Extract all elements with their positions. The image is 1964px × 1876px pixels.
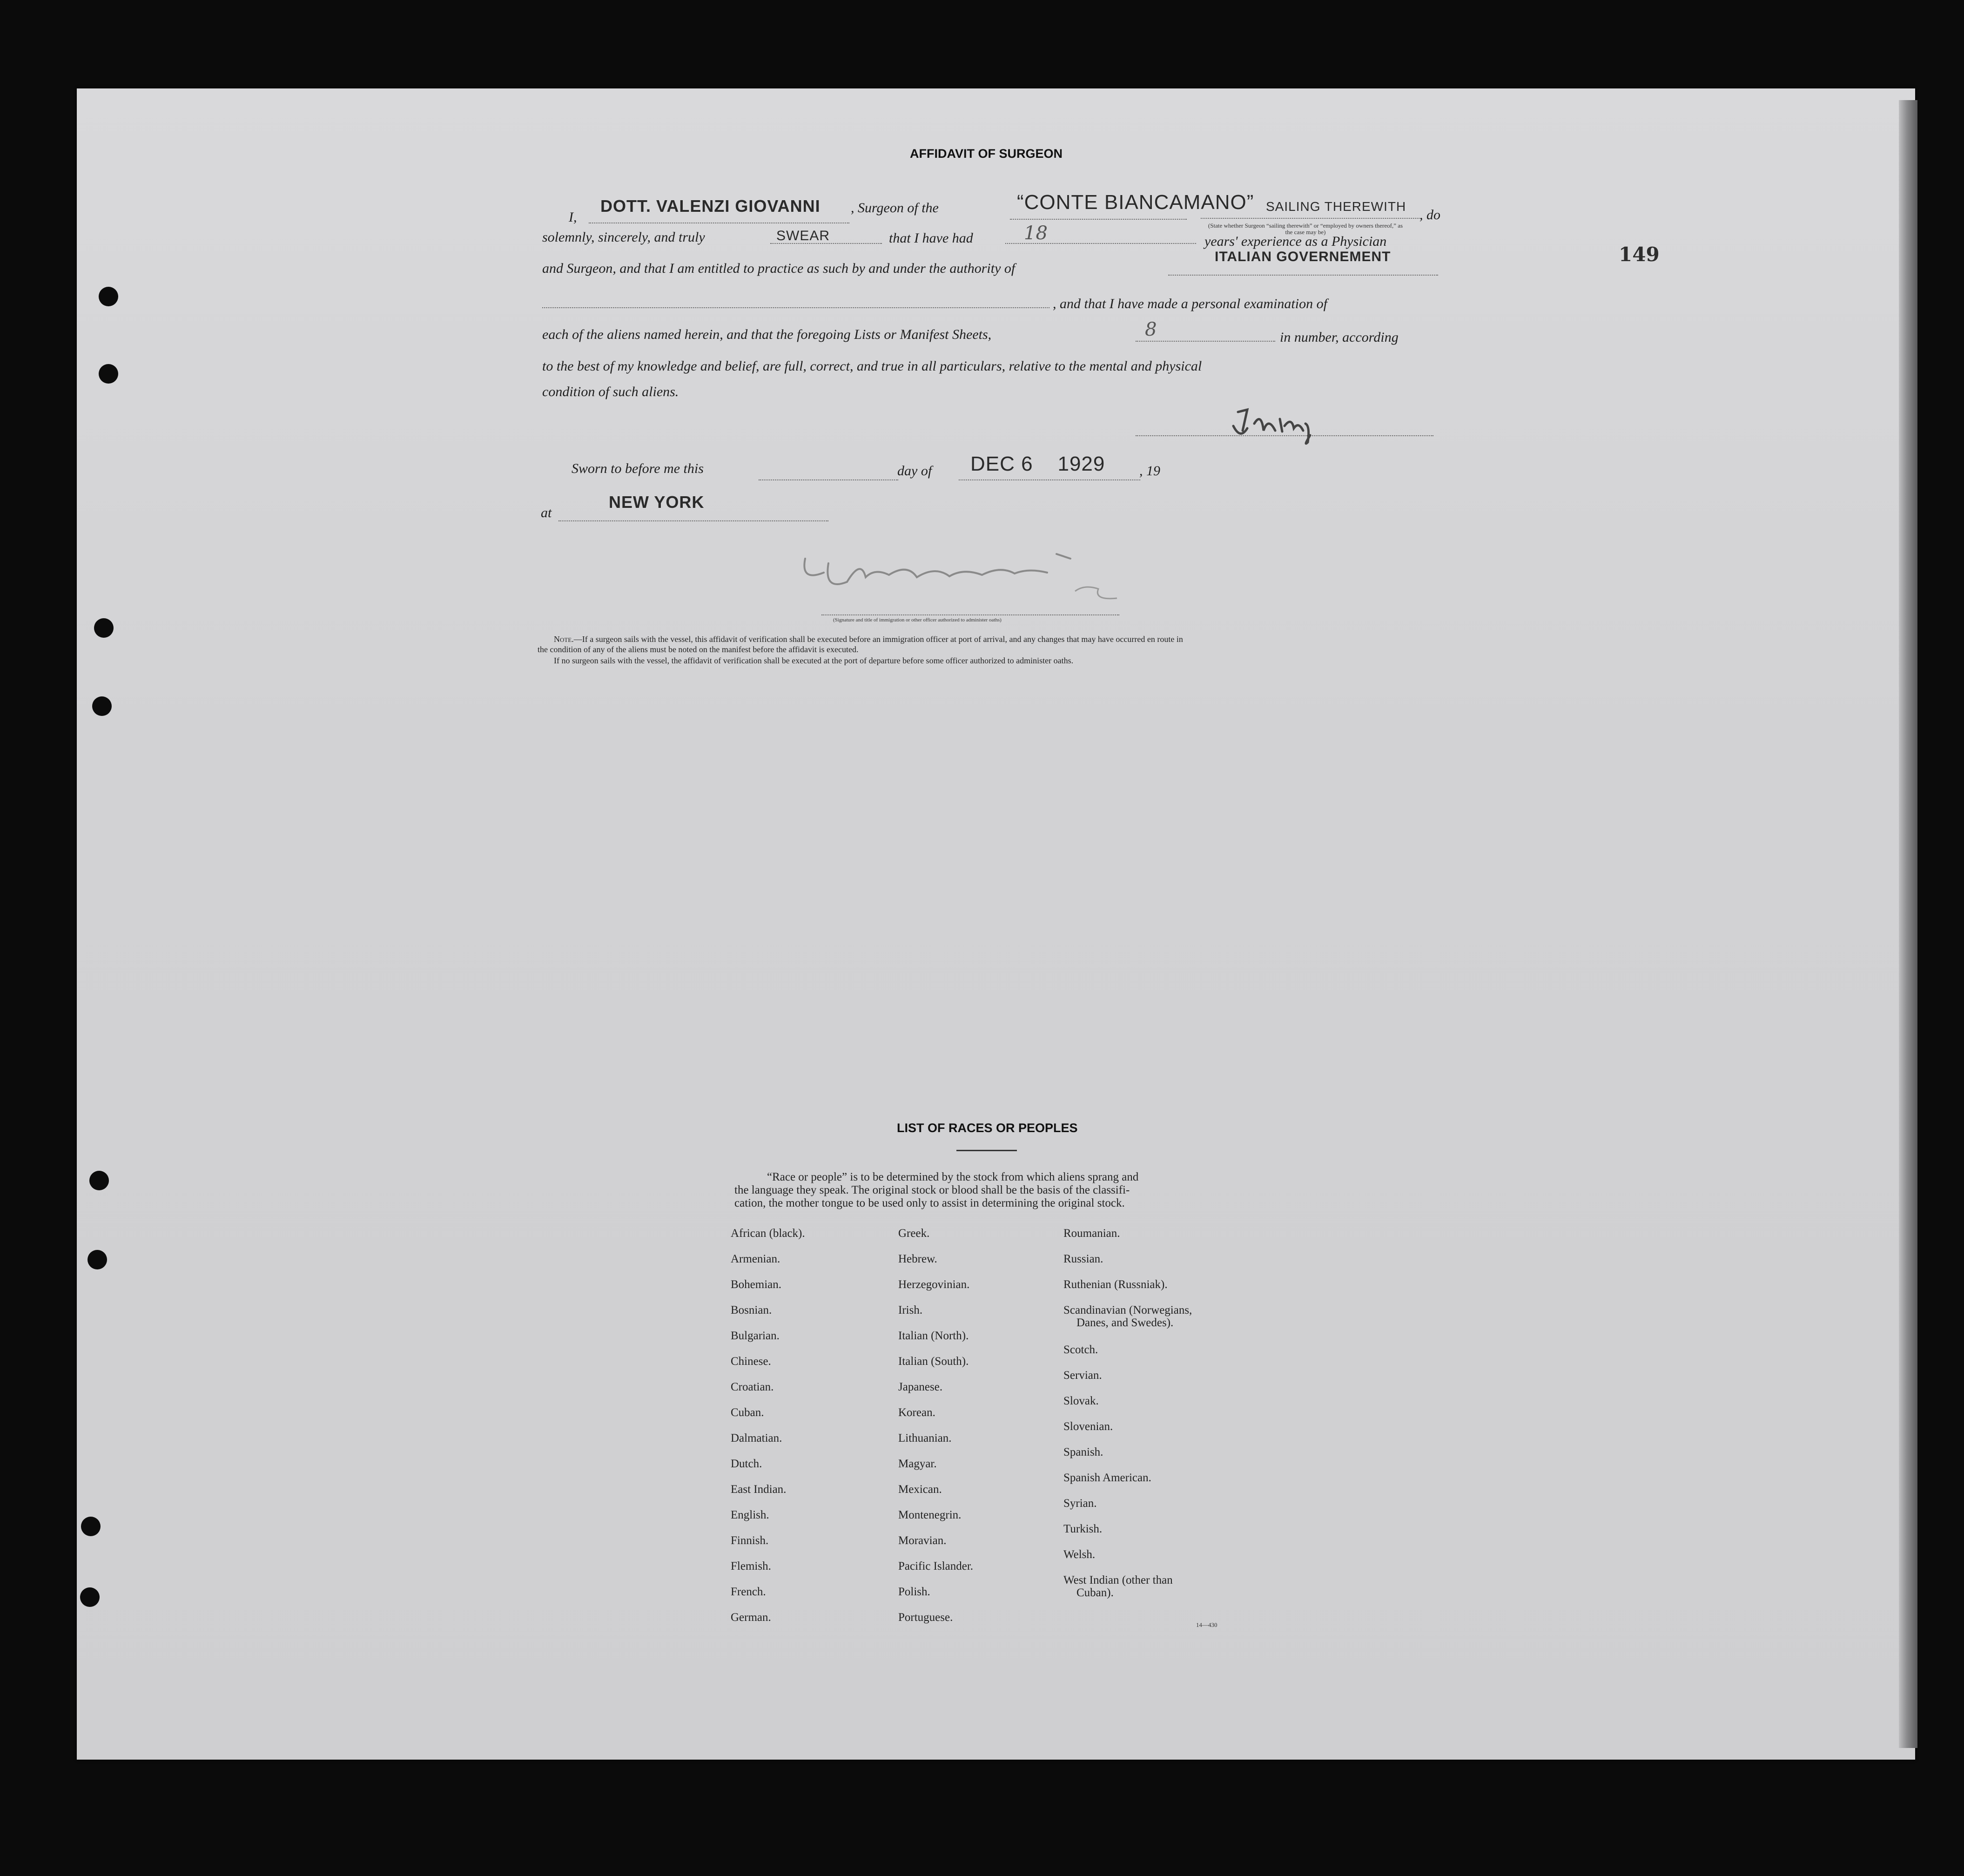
race-item: Mexican. [898,1483,942,1496]
line1-prefix: I, [569,209,577,225]
line4-text: , and that I have made a personal examination of [1053,296,1327,311]
race-item: Scotch. [1063,1343,1098,1356]
line2-mid: that I have had [889,230,973,246]
race-item: Pacific Islander. [898,1560,974,1572]
sailing-line [1201,218,1419,219]
sworn-date: DEC 6 1929 [970,452,1105,475]
authority-line-cont [542,307,1049,308]
race-item-scandinavian [1063,1303,1192,1343]
document-page [77,88,1915,1760]
race-item: Dutch. [731,1458,762,1470]
race-item: Syrian. [1063,1497,1097,1510]
ship-line [1010,219,1187,220]
note-label: Note. [554,634,574,644]
race-item: Ruthenian (Russniak). [1063,1278,1168,1291]
race-item: Italian (North). [898,1329,969,1342]
sworn-prefix: Sworn to before me this [572,461,704,476]
races-column-3 [1063,1227,1192,1606]
note-line1 [554,634,1183,644]
race-item: African (black). [731,1227,805,1240]
at-label: at [541,505,552,520]
sailing-status: SAILING THEREWITH [1266,199,1406,214]
affidavit-title: AFFIDAVIT OF SURGEON [910,147,1063,161]
note-text1: —If a surgeon sails with the vessel, this affidavit of verification shall be executed before an immigration officer at port of arrival, and any changes that may have occurred en route in [573,634,1183,644]
race-item: Magyar. [898,1458,937,1470]
races-intro-line3: cation, the mother tongue to be used only to assist in determining the original stock. [734,1197,1125,1209]
authority: ITALIAN GOVERNEMENT [1215,249,1391,264]
page-edge [1899,100,1917,1748]
surgeon-name: DOTT. VALENZI GIOVANNI [600,196,821,216]
note-line2: the condition of any of the aliens must be noted on the manifest before the affidavit is executed. [538,645,859,654]
line2-suffix: years' experience as a Physician [1204,234,1387,249]
punch-hole [81,1517,101,1536]
races-intro [734,1171,1138,1210]
sheets-line [1136,341,1275,342]
sworn-suffix: , 19 [1139,463,1160,479]
status-note: (State whether Surgeon “sailing therewith” or “employed by owners thereof,” as the case may be) [1208,222,1403,236]
punch-hole [99,364,118,384]
race-item: Italian (South). [898,1355,969,1368]
race-item: Japanese. [898,1381,943,1393]
race-item: Spanish American. [1063,1471,1151,1484]
oath: SWEAR [776,228,830,243]
line1-mid: , Surgeon of the [851,200,939,216]
race-item: Bohemian. [731,1278,782,1291]
race-item: Montenegrin. [898,1509,962,1521]
sworn-mid: day of [897,463,932,479]
race-item: Spanish. [1063,1446,1103,1458]
race-item: Servian. [1063,1369,1102,1382]
race-item: Cuban. [731,1406,764,1419]
race-item: Turkish. [1063,1523,1103,1535]
years: 18 [1024,223,1048,244]
scandinavian-line2: Danes, and Swedes). [1076,1316,1174,1329]
punch-hole [99,287,118,306]
sheets: 8 [1145,319,1157,340]
race-item: Bulgarian. [731,1329,780,1342]
race-item: Slovenian. [1063,1420,1113,1433]
race-item: Irish. [898,1304,923,1316]
race-item: Armenian. [731,1253,780,1265]
race-item: German. [731,1611,771,1624]
races-intro-line1: “Race or people” is to be determined by the stock from which aliens sprang and [767,1171,1139,1183]
sworn-date-line [959,479,1140,480]
race-item: Greek. [898,1227,930,1240]
authority-line [1168,275,1438,276]
races-intro-line2: the language they speak. The original stock or blood shall be the basis of the classifi- [734,1184,1130,1196]
ship-name: “CONTE BIANCAMANO” [1017,191,1254,214]
officer-signature [796,540,1131,614]
scandinavian-line1: Scandinavian (Norwegians, [1063,1304,1192,1316]
race-item: Portuguese. [898,1611,953,1624]
race-item: Roumanian. [1063,1227,1120,1240]
page-number: 149 [1619,243,1660,266]
race-item: Lithuanian. [898,1432,952,1444]
race-item: Chinese. [731,1355,771,1368]
race-item-west-indian [1063,1573,1192,1606]
surgeon-signature [1229,398,1350,449]
race-item: Croatian. [731,1381,774,1393]
races-title: LIST OF RACES OR PEOPLES [897,1121,1078,1135]
officer-signature-line [821,614,1119,615]
race-item: Herzegovinian. [898,1278,970,1291]
race-item: Flemish. [731,1560,771,1572]
races-title-rule [956,1150,1017,1151]
punch-hole [80,1587,100,1607]
race-item: Hebrew. [898,1253,937,1265]
line2-prefix: solemnly, sincerely, and truly [542,229,705,245]
race-item: Polish. [898,1586,930,1598]
line3-text: and Surgeon, and that I am entitled to practice as such by and under the authority of [542,261,1016,276]
line5-prefix: each of the aliens named herein, and that the foregoing Lists or Manifest Sheets, [542,327,992,342]
punch-hole [89,1171,109,1190]
line7-text: condition of such aliens. [542,384,679,399]
race-item: Slovak. [1063,1395,1099,1407]
sworn-day-line [759,479,898,480]
line6-text: to the best of my knowledge and belief, are full, correct, and true in all particulars, relative to the mental and physical [542,358,1202,374]
form-code: 14—430 [1196,1621,1217,1628]
race-item: East Indian. [731,1483,787,1496]
race-item: Bosnian. [731,1304,772,1316]
races-column-1 [731,1227,805,1636]
punch-hole [94,618,114,638]
note-line3: If no surgeon sails with the vessel, the affidavit of verification shall be executed at the port of departure before some officer authorized to administer oaths. [554,656,1074,665]
punch-hole [92,696,112,716]
race-item: French. [731,1586,766,1598]
west-indian-line2: Cuban). [1076,1586,1114,1599]
race-item: Moravian. [898,1534,947,1547]
races-column-2 [898,1227,973,1636]
officer-caption: (Signature and title of immigration or other officer authorized to administer oaths) [833,617,1002,623]
location: NEW YORK [609,493,705,512]
race-item: English. [731,1509,769,1521]
race-item: Finnish. [731,1534,769,1547]
race-item: Russian. [1063,1253,1103,1265]
race-item: Welsh. [1063,1548,1096,1561]
west-indian-line1: West Indian (other than [1063,1574,1173,1586]
line1-suffix: , do [1419,207,1440,223]
punch-hole [87,1250,107,1269]
line5-suffix: in number, according [1280,330,1399,345]
race-item: Dalmatian. [731,1432,782,1444]
race-item: Korean. [898,1406,935,1419]
location-line [558,520,828,521]
